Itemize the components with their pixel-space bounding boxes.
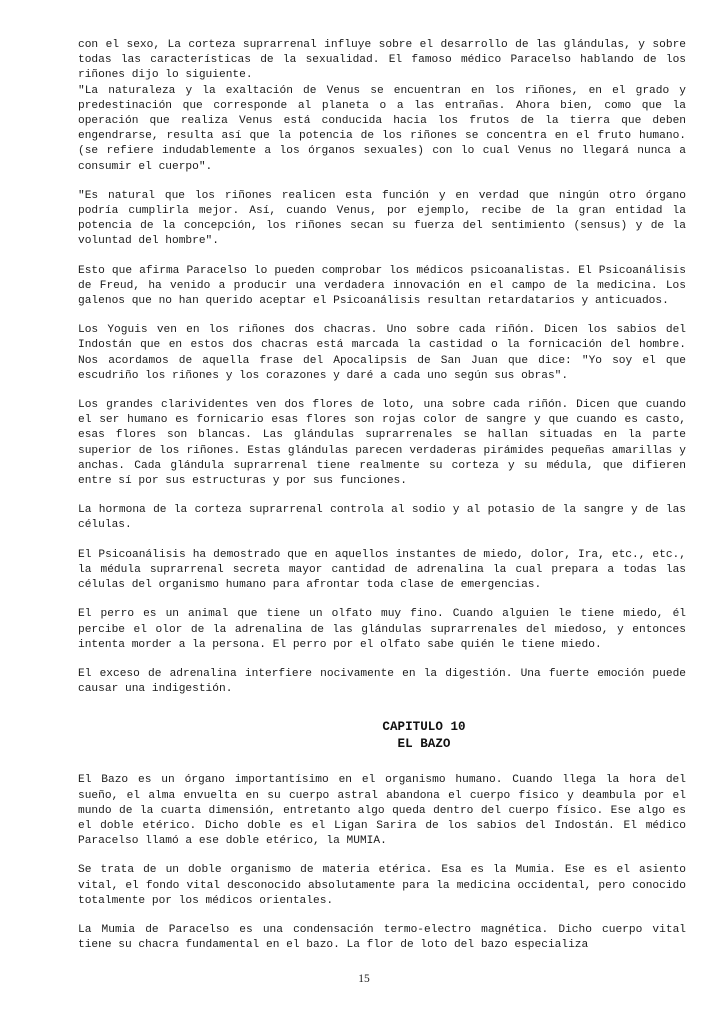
paragraph-mumia: Se trata de un doble organismo de materia etérica. Esa es la Mumia. Ese es el asiento vital, el fondo vital desconocido absolutamente para la medicina occidental, pero conocido totalmente por los médicos orientales. [78,864,686,907]
chapter-number: CAPITULO 10 [382,720,466,735]
paragraph-yoguis-chacras: Los Yoguis ven en los riñones dos chacras. Uno sobre cada riñón. Dicen los sabios del Indostán que en estos dos chacras está marcada la castidad o la fornicación del hombre. Nos acordamos de aquella frase del Apocalipsis de San Juan que dice: "Yo soy el que escudriño los riñones y los corazones y daré a cada uno según sus obras". [78,324,686,382]
paragraph-adrenalina: El Psicoanálisis ha demostrado que en aquellos instantes de miedo, dolor, Ira, etc., etc., la médula suprarrenal secreta mayor cantidad de adrenalina la cual prepara a todas las células del organismo humano para afrontar toda clase de emergencias. [78,548,686,592]
paragraph-indigestion: El exceso de adrenalina interfiere nocivamente en la digestión. Una fuerte emoción puede causar una indigestión. [78,667,686,696]
paragraph-bazo-intro: El Bazo es un órgano importantísimo en el organismo humano. Cuando llega la hora del sueño, el alma envuelta en su cuerpo astral abandona el cuerpo físico y deambula por el mundo de la cuarta dimensión, entretanto algo queda dentro del cuerpo físico. Ese algo es el doble etérico. Dicho doble es el Ligan Sarira de los sabios del Indostán. El médico Paracelso llamó a ese doble etérico, la MUMIA. [78,774,686,848]
paragraph-natural-function: "Es natural que los riñones realicen esta función y en verdad que ningún otro órgano podría cumplirla mejor. Así, cuando Venus, por ejemplo, recibe de la gran entidad la potencia de la concepción, los riñones secan su fuerza del sentimiento (sensus) y de la voluntad del hombre". [78,189,686,248]
chapter-heading [78,719,686,753]
paragraph-venus-quote: con el sexo, La corteza suprarrenal influye sobre el desarrollo de las glándulas, y sobre todas las características de la sexualidad. El famoso médico Paracelso hablando de los riñones dijo lo siguiente. "La naturaleza y la exaltación de Venus se encuentran en los riñones, en el grado y predestinación que corresponde al planeta o a las entrañas. Ahora bien, como que la operación que realiza Venus está conducida hacia los frutos de la tierra que deben engendrarse, resulta así que la potencia de los riñones se concentra en el fruto humano. (se refiere indudablemente a los órganos sexuales) con lo cual Venus no llegará nunca a consumir el cuerpo". [78,39,686,173]
document-page [78,38,686,967]
paragraph-perro: El perro es un animal que tiene un olfato muy fino. Cuando alguien le tiene miedo, él percibe el olor de la adrenalina de las glándulas suprarrenales del miedoso, y entonces intenta morder a la persona. El perro por el olfato sabe quién le tiene miedo. [78,608,686,651]
paragraph-psicoanalisis: Esto que afirma Paracelso lo pueden comprobar los médicos psicoanalistas. El Psicoanálisis de Freud, ha venido a producir una verdadera innovación en el campo de la medicina. Los galenos que no han querido aceptar el Psicoanálisis resultan retardatarios y anticuados. [78,264,686,308]
paragraph-mumia-paracelso: La Mumia de Paracelso es una condensación termo-electro magnética. Dicho cuerpo vital tiene su chacra fundamental en el bazo. La flor de loto del bazo especializa [78,923,686,952]
paragraph-hormona: La hormona de la corteza suprarrenal controla al sodio y al potasio de la sangre y de las células. [78,504,686,532]
paragraph-flores-de-loto: Los grandes clarividentes ven dos flores de loto, una sobre cada riñón. Dicen que cuando el ser humano es fornicario esas flores son rojas color de sangre y que cuando es casto, esas flores son blancas. Las glándulas suprarrenales se hallan situadas en la parte superior de los riñones. Estas glándulas parecen verdaderas pirámides pequeñas amarillas y anchas. Cada glándula suprarrenal tiene realmente su corteza y su médula, que difieren entre sí por sus estructuras y por sus funciones. [78,399,686,488]
page-number: 15 [358,973,370,985]
chapter-title: EL BAZO [397,737,451,752]
